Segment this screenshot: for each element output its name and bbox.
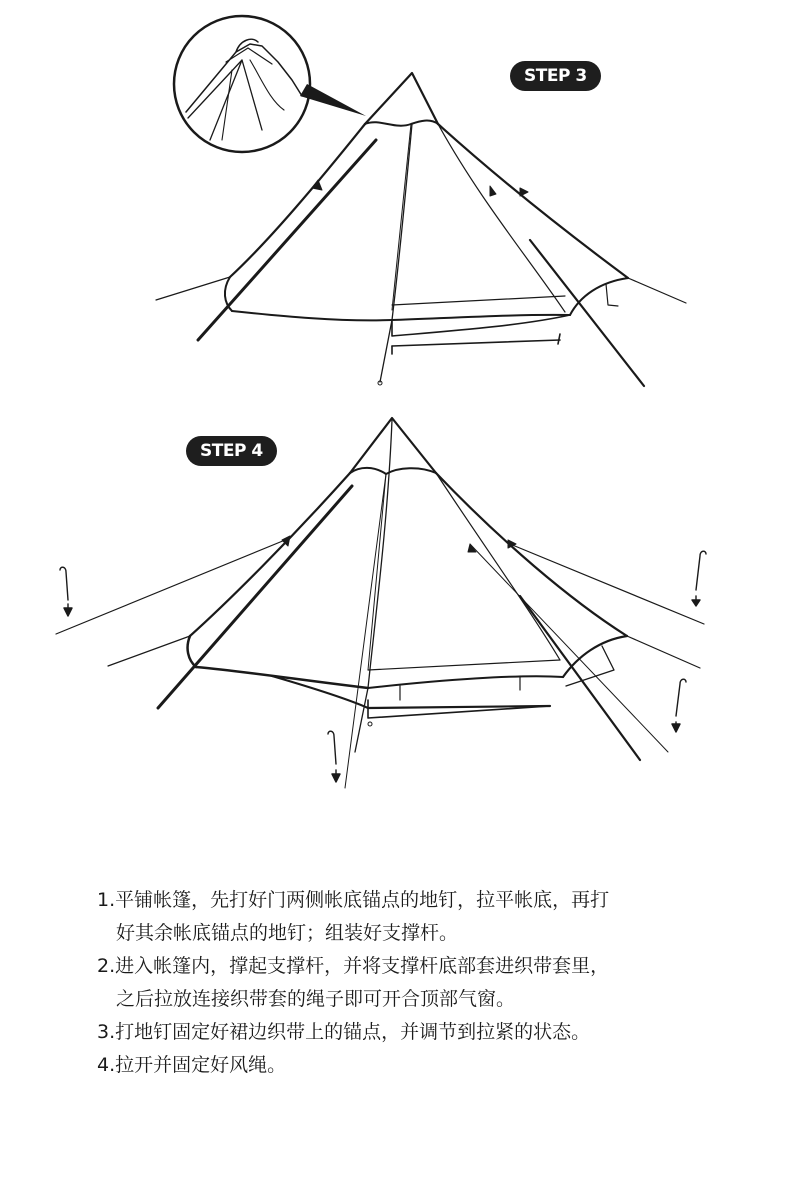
instruction-2-line2: 之后拉放连接织带套的绳子即可开合顶部气窗。 [116,988,516,1010]
stake-icon [328,731,340,782]
instruction-4-line1: 4.拉开并固定好风绳。 [97,1054,287,1076]
instruction-3 [97,1016,737,1049]
guy-line-right-front [470,544,668,752]
stake-icon [692,551,706,606]
guy-line-left-lower [108,636,190,666]
guy-line-left-upper [56,538,290,634]
instructions-list [97,884,737,1082]
guy-line-front [345,474,386,788]
stake-icon [60,567,72,616]
guy-line-right-lower [627,636,700,668]
instruction-1-line1: 1.平铺帐篷，先打好门两侧帐底锚点的地钉，拉平帐底，再打 [97,889,610,911]
step3-badge: STEP 3 [510,61,601,91]
instruction-2 [97,950,737,1016]
step3-tent [156,16,686,386]
instruction-1 [97,884,737,950]
instruction-1-line2: 好其余帐底锚点的地钉；组装好支撑杆。 [116,922,459,944]
step4-badge: STEP 4 [186,436,277,466]
detail-magnifier [174,16,366,152]
stake-icon [672,679,686,732]
step4-tent [56,418,706,788]
instruction-4 [97,1049,737,1082]
guy-line-right-upper [510,544,704,624]
instruction-3-line1: 3.打地钉固定好裙边织带上的锚点，并调节到拉紧的状态。 [97,1021,591,1043]
instruction-2-line1: 2.进入帐篷内，撑起支撑杆，并将支撑杆底部套进织带套里， [97,955,610,977]
